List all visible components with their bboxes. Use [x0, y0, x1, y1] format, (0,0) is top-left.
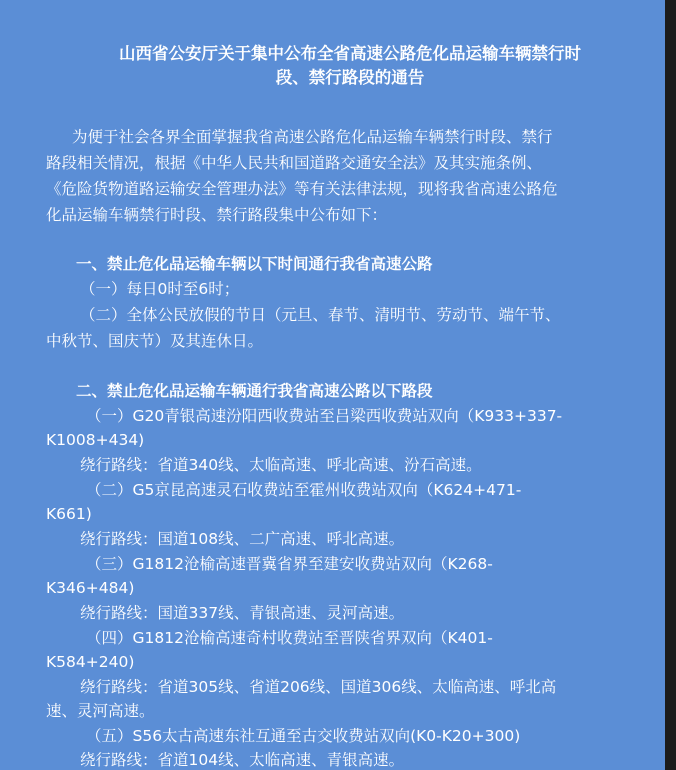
detour-route: 绕行路线：国道337线、青银高速、灵河高速。 [80, 604, 405, 622]
detour-route: 绕行路线：省道340线、太临高速、呼北高速、汾石高速。 [80, 456, 482, 474]
restricted-road-range: K584+240) [46, 653, 135, 671]
notice-title-line-1: 山西省公安厅关于集中公布全省高速公路危化品运输车辆禁行时 [119, 44, 581, 63]
section-1-item: （一）每日0时至6时； [80, 280, 240, 298]
detour-route: 绕行路线：国道108线、二广高速、呼北高速。 [80, 530, 405, 548]
detour-route-continuation: 速、灵河高速。 [46, 702, 155, 720]
restricted-road-section: （三）G1812沧榆高速晋冀省界至建安收费站双向（K268- [86, 555, 493, 573]
window-edge [665, 0, 676, 770]
intro-paragraph-line: 化品运输车辆禁行时段、禁行路段集中公布如下： [46, 206, 388, 224]
intro-paragraph-line: 路段相关情况，根据《中华人民共和国道路交通安全法》及其实施条例、 [46, 154, 543, 172]
detour-route: 绕行路线：省道104线、太临高速、青银高速。 [80, 751, 405, 769]
section-2-heading: 二、禁止危化品运输车辆通行我省高速公路以下路段 [76, 382, 433, 400]
section-1-item: （二）全体公民放假的节日（元旦、春节、清明节、劳动节、端午节、 [80, 306, 561, 324]
restricted-road-range: K661) [46, 505, 92, 523]
detour-route: 绕行路线：省道305线、省道206线、国道306线、太临高速、呼北高 [80, 678, 557, 696]
restricted-road-section: （四）G1812沧榆高速奇村收费站至晋陕省界双向（K401- [86, 629, 493, 647]
restricted-road-section: （五）S56太古高速东社互通至古交收费站双向(K0-K20+300) [86, 727, 521, 745]
section-1-heading: 一、禁止危化品运输车辆以下时间通行我省高速公路 [76, 255, 433, 273]
notice-title-line-2: 段、禁行路段的通告 [275, 68, 425, 87]
section-1-item-continuation: 中秋节、国庆节）及其连休日。 [46, 332, 264, 350]
restricted-road-range: K1008+434) [46, 431, 145, 449]
restricted-road-section: （二）G5京昆高速灵石收费站至霍州收费站双向（K624+471- [86, 481, 522, 499]
intro-paragraph-line: 《危险货物道路运输安全管理办法》等有关法律法规，现将我省高速公路危 [46, 180, 558, 198]
intro-paragraph-line: 为便于社会各界全面掌握我省高速公路危化品运输车辆禁行时段、禁行 [72, 128, 553, 146]
restricted-road-range: K346+484) [46, 579, 135, 597]
restricted-road-section: （一）G20青银高速汾阳西收费站至吕梁西收费站双向（K933+337- [86, 407, 563, 425]
